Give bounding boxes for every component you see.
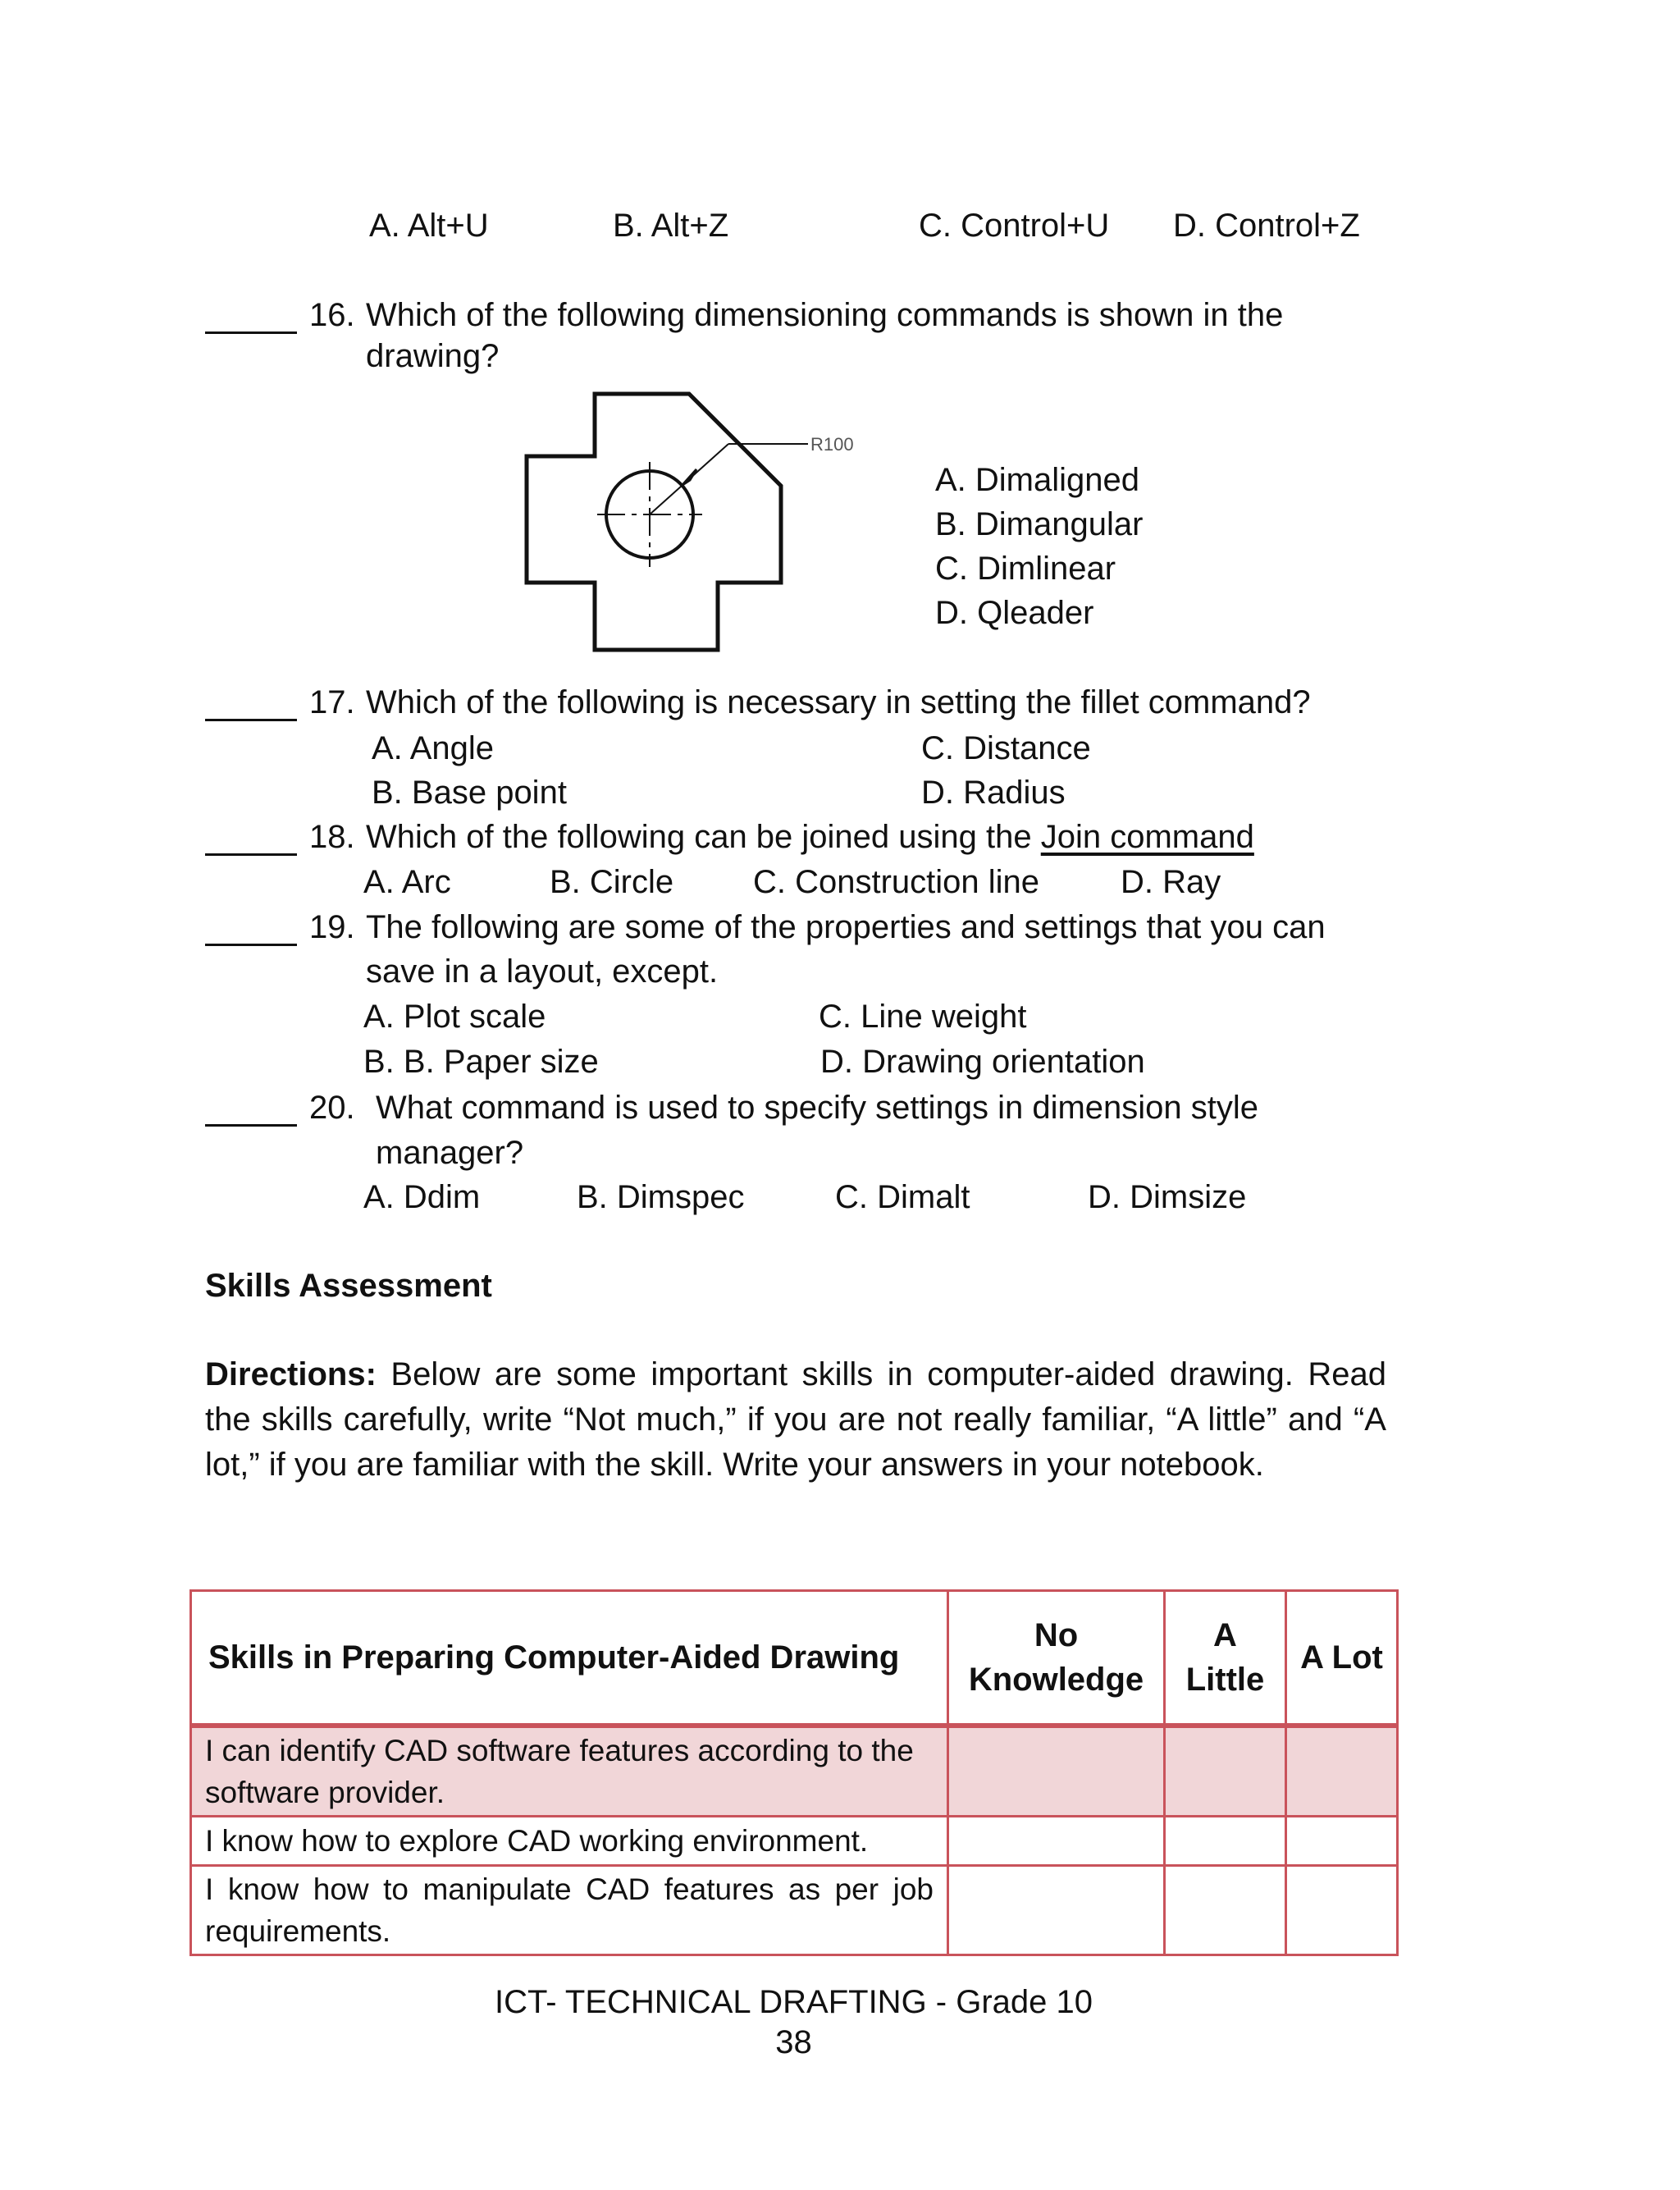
q16-option-b: B. Dimangular: [935, 506, 1144, 542]
q17-question: Which of the following is necessary in setting the fillet command?: [366, 684, 1311, 720]
q20-option-d: D. Dimsize: [1088, 1179, 1247, 1215]
header-no-knowledge: No Knowledge: [948, 1591, 1165, 1726]
q15-option-c: C. Control+U: [919, 208, 1110, 244]
answer-cell-a-lot[interactable]: [1286, 1726, 1398, 1817]
q17-answer-blank[interactable]: [205, 719, 297, 721]
q15-option-d: D. Control+Z: [1173, 208, 1360, 244]
answer-cell-no-knowledge[interactable]: [948, 1866, 1165, 1955]
q18-question: [366, 821, 1254, 853]
q19-number: 19.: [309, 909, 355, 945]
q20-option-b: B. Dimspec: [577, 1179, 745, 1215]
table-row: [191, 1866, 1398, 1955]
dimension-drawing: [509, 386, 878, 665]
skills-heading: Skills Assessment: [205, 1268, 492, 1304]
q19-option-d: D. Drawing orientation: [820, 1044, 1145, 1080]
dimension-arrowhead: [682, 469, 696, 485]
header-skills: Skills in Preparing Computer-Aided Drawing: [191, 1591, 948, 1726]
dimension-label: R100: [810, 434, 854, 455]
q19-answer-blank[interactable]: [205, 944, 297, 946]
directions-label: Directions:: [205, 1356, 377, 1392]
q16-number: 16.: [309, 297, 355, 333]
q16-option-d: D. Qleader: [935, 595, 1094, 631]
directions-paragraph: [205, 1352, 1386, 1488]
skill-cell: I can identify CAD software features according to the software provider.: [191, 1726, 948, 1817]
table-header-row: [191, 1591, 1398, 1726]
q17-option-b: B. Base point: [372, 775, 567, 811]
q19-question-line1: The following are some of the properties and settings that you can: [366, 909, 1326, 945]
q17-option-a: A. Angle: [372, 730, 495, 766]
header-a-little: A Little: [1165, 1591, 1286, 1726]
answer-cell-no-knowledge[interactable]: [948, 1817, 1165, 1866]
q16-option-c: C. Dimlinear: [935, 551, 1116, 587]
q20-number: 20.: [309, 1090, 355, 1126]
table-row: [191, 1817, 1398, 1866]
q17-number: 17.: [309, 684, 355, 720]
q20-question-line1: What command is used to specify settings in dimension style: [376, 1090, 1259, 1126]
skill-cell: I know how to manipulate CAD features as per job requirements.: [191, 1866, 948, 1955]
q16-question-line2: drawing?: [366, 338, 500, 374]
q20-option-c: C. Dimalt: [835, 1179, 970, 1215]
q18-option-b: B. Circle: [550, 864, 674, 900]
answer-cell-no-knowledge[interactable]: [948, 1726, 1165, 1817]
q16-question-line1: Which of the following dimensioning commands is shown in the: [366, 297, 1284, 333]
q19-option-c: C. Line weight: [819, 999, 1027, 1035]
q19-option-b: B. B. Paper size: [363, 1044, 599, 1080]
q17-option-c: C. Distance: [921, 730, 1091, 766]
directions-text: Below are some important skills in computer-aided drawing. Read the skills carefully, write “Not much,” if you are not really familiar, “A little” and “A lot,” if you are familiar with the skill. Write your answers in your notebook.: [205, 1356, 1386, 1483]
header-a-lot: A Lot: [1286, 1591, 1398, 1726]
answer-cell-a-little[interactable]: [1165, 1817, 1286, 1866]
q18-option-a: A. Arc: [363, 864, 451, 900]
answer-cell-a-lot[interactable]: [1286, 1866, 1398, 1955]
q18-option-d: D. Ray: [1121, 864, 1221, 900]
q20-option-a: A. Ddim: [363, 1179, 481, 1215]
answer-cell-a-little[interactable]: [1165, 1726, 1286, 1817]
q19-question-line2: save in a layout, except.: [366, 953, 719, 990]
q20-question-line2: manager?: [376, 1135, 524, 1171]
page-number: 38: [775, 2024, 812, 2060]
q16-option-a: A. Dimaligned: [935, 462, 1140, 498]
q16-answer-blank[interactable]: [205, 331, 297, 334]
q20-answer-blank[interactable]: [205, 1124, 297, 1127]
q18-question-text: Which of the following can be joined using the: [366, 819, 1032, 855]
footer-title: ICT- TECHNICAL DRAFTING - Grade 10: [494, 1984, 1093, 2020]
q18-option-c: C. Construction line: [753, 864, 1040, 900]
answer-cell-a-lot[interactable]: [1286, 1817, 1398, 1866]
q15-option-b: B. Alt+Z: [613, 208, 729, 244]
skill-cell: I know how to explore CAD working environment.: [191, 1817, 948, 1866]
skills-table: [189, 1589, 1399, 1956]
drawing-outline: [527, 394, 781, 650]
q18-number: 18.: [309, 819, 355, 855]
q18-underlined-term: Join command: [1040, 819, 1254, 855]
q15-option-a: A. Alt+U: [369, 208, 489, 244]
q19-option-a: A. Plot scale: [363, 999, 546, 1035]
q18-answer-blank[interactable]: [205, 853, 297, 856]
q17-option-d: D. Radius: [921, 775, 1066, 811]
answer-cell-a-little[interactable]: [1165, 1866, 1286, 1955]
table-row: [191, 1726, 1398, 1817]
